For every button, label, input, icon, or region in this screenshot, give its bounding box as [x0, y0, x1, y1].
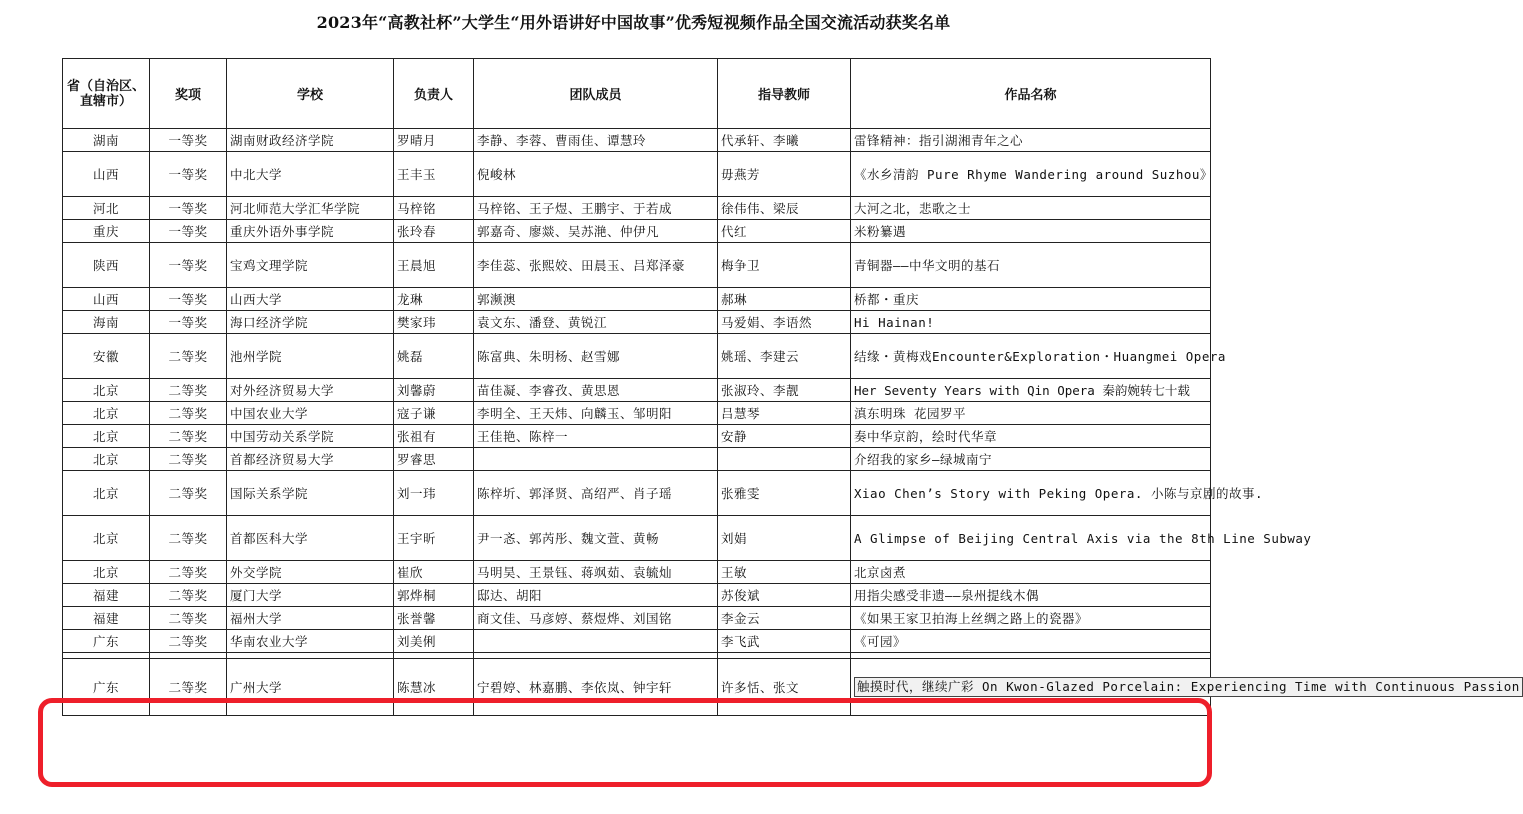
cell-advisor: 许多恬、张文	[718, 659, 851, 716]
cell-province: 山西	[63, 288, 150, 311]
cell-school: 山西大学	[227, 288, 394, 311]
cell-work: Hi Hainan!	[851, 311, 1211, 334]
cell-team: 李明全、王天炜、向麟玉、邹明阳	[474, 402, 718, 425]
page-title: 2023年“高教社杯”大学生“用外语讲好中国故事”优秀短视频作品全国交流活动获奖名单	[316, 13, 951, 32]
cell-school: 中国农业大学	[227, 402, 394, 425]
cell-leader: 寇子谦	[394, 402, 474, 425]
cell-leader: 王晨旭	[394, 243, 474, 288]
highlighted-row	[63, 659, 1211, 716]
cell-advisor: 吕慧琴	[718, 402, 851, 425]
cell-province: 北京	[63, 402, 150, 425]
cell-work: 《可园》	[851, 630, 1211, 653]
cell-leader: 刘馨蔚	[394, 379, 474, 402]
cell-leader: 马梓铭	[394, 197, 474, 220]
cell-province: 北京	[63, 448, 150, 471]
cell-province: 山西	[63, 152, 150, 197]
cell-advisor: 苏俊斌	[718, 584, 851, 607]
cell-leader: 张誉馨	[394, 607, 474, 630]
cell-team: 苗佳凝、李睿孜、黄思恩	[474, 379, 718, 402]
cell-award: 二等奖	[150, 607, 227, 630]
cell-work	[851, 659, 1520, 716]
cell-school: 厦门大学	[227, 584, 394, 607]
cell-award: 一等奖	[150, 129, 227, 152]
cell-leader: 王宇昕	[394, 516, 474, 561]
cell-school: 重庆外语外事学院	[227, 220, 394, 243]
cell-award: 一等奖	[150, 220, 227, 243]
highlighted-work-title: 触摸时代，继续广彩 On Kwon-Glazed Porcelain: Experiencing Time with Continuous Passion	[854, 677, 1523, 697]
cell-school: 湖南财政经济学院	[227, 129, 394, 152]
cell-work: 奏中华京韵，绘时代华章	[851, 425, 1211, 448]
cell-award: 一等奖	[150, 311, 227, 334]
cell-leader: 罗睿思	[394, 448, 474, 471]
table-row	[63, 197, 1211, 220]
table-row	[63, 334, 1211, 379]
cell-leader: 王丰玉	[394, 152, 474, 197]
cell-school: 广州大学	[227, 659, 394, 716]
cell-work: 结缘・黄梅戏Encounter&Exploration・Huangmei Opera	[851, 334, 1211, 379]
cell-leader: 龙琳	[394, 288, 474, 311]
cell-school: 国际关系学院	[227, 471, 394, 516]
cell-advisor: 徐伟伟、梁辰	[718, 197, 851, 220]
cell-award: 二等奖	[150, 448, 227, 471]
cell-school: 海口经济学院	[227, 311, 394, 334]
table-row	[63, 152, 1211, 197]
cell-award: 二等奖	[150, 561, 227, 584]
cell-award: 二等奖	[150, 402, 227, 425]
table-row	[63, 379, 1211, 402]
cell-leader: 刘一玮	[394, 471, 474, 516]
cell-award: 一等奖	[150, 197, 227, 220]
cell-team: 倪峻林	[474, 152, 718, 197]
cell-province: 北京	[63, 425, 150, 448]
cell-work: 《水乡清韵 Pure Rhyme Wandering around Suzhou》	[851, 152, 1211, 197]
header-award: 奖项	[150, 59, 227, 129]
cell-province: 福建	[63, 584, 150, 607]
cell-work: 用指尖感受非遗——泉州提线木偶	[851, 584, 1211, 607]
cell-province: 河北	[63, 197, 150, 220]
cell-work: 桥都・重庆	[851, 288, 1211, 311]
cell-advisor: 李飞武	[718, 630, 851, 653]
cell-school: 外交学院	[227, 561, 394, 584]
header-school: 学校	[227, 59, 394, 129]
cell-team: 商文佳、马彦婷、蔡煜烨、刘国铭	[474, 607, 718, 630]
cell-school: 福州大学	[227, 607, 394, 630]
cell-work: 米粉纂遇	[851, 220, 1211, 243]
cell-leader: 张祖有	[394, 425, 474, 448]
cell-school: 池州学院	[227, 334, 394, 379]
cell-award: 二等奖	[150, 334, 227, 379]
cell-advisor: 郝琳	[718, 288, 851, 311]
table-row	[63, 288, 1211, 311]
cell-work: 北京卤煮	[851, 561, 1211, 584]
table-row	[63, 243, 1211, 288]
cell-province: 北京	[63, 379, 150, 402]
cell-work: Her Seventy Years with Qin Opera 秦韵婉转七十载	[851, 379, 1211, 402]
cell-leader: 樊家玮	[394, 311, 474, 334]
cell-team: 李佳蕊、张熙姣、田晨玉、吕郑泽豪	[474, 243, 718, 288]
cell-team	[474, 448, 718, 471]
cell-leader: 罗晴月	[394, 129, 474, 152]
cell-team	[474, 630, 718, 653]
cell-team: 马梓铭、王子煜、王鹏宇、于若成	[474, 197, 718, 220]
cell-advisor: 王敏	[718, 561, 851, 584]
header-leader: 负责人	[394, 59, 474, 129]
table-row	[63, 220, 1211, 243]
cell-school: 华南农业大学	[227, 630, 394, 653]
cell-team: 陈富典、朱明杨、赵雪娜	[474, 334, 718, 379]
cell-team: 陈梓圻、郭泽贤、高绍严、肖子瑶	[474, 471, 718, 516]
cell-team: 马明昊、王景钰、蒋飒茹、袁毓灿	[474, 561, 718, 584]
cell-province: 湖南	[63, 129, 150, 152]
awards-table	[62, 58, 1520, 716]
cell-award: 一等奖	[150, 288, 227, 311]
table-row	[63, 425, 1211, 448]
cell-team: 郭濒澳	[474, 288, 718, 311]
cell-award: 二等奖	[150, 425, 227, 448]
cell-work: 雷锋精神：指引湖湘青年之心	[851, 129, 1211, 152]
cell-team: 邸达、胡阳	[474, 584, 718, 607]
table-row	[63, 402, 1211, 425]
cell-advisor: 梅争卫	[718, 243, 851, 288]
cell-province: 陕西	[63, 243, 150, 288]
cell-province: 北京	[63, 471, 150, 516]
cell-work: 大河之北，悲歌之士	[851, 197, 1211, 220]
cell-advisor: 张淑玲、李靓	[718, 379, 851, 402]
cell-award: 二等奖	[150, 379, 227, 402]
table-header-row	[63, 59, 1211, 129]
cell-school: 首都经济贸易大学	[227, 448, 394, 471]
table-row	[63, 516, 1211, 561]
header-advisor: 指导教师	[718, 59, 851, 129]
header-work: 作品名称	[851, 59, 1211, 129]
table-row	[63, 561, 1211, 584]
cell-school: 首都医科大学	[227, 516, 394, 561]
cell-team: 宁碧婷、林嘉鹏、李依岚、钟宇轩	[474, 659, 718, 716]
table-row	[63, 471, 1211, 516]
cell-school: 中北大学	[227, 152, 394, 197]
cell-award: 一等奖	[150, 243, 227, 288]
cell-team: 尹一忞、郭芮彤、魏文萱、黄畅	[474, 516, 718, 561]
table-row	[63, 311, 1211, 334]
cell-advisor: 代承轩、李曦	[718, 129, 851, 152]
cell-team: 袁文东、潘登、黄锐江	[474, 311, 718, 334]
table-row	[63, 448, 1211, 471]
cell-province: 安徽	[63, 334, 150, 379]
cell-leader: 陈慧冰	[394, 659, 474, 716]
cell-leader: 崔欣	[394, 561, 474, 584]
cell-leader: 姚磊	[394, 334, 474, 379]
cell-leader: 郭烨桐	[394, 584, 474, 607]
cell-award: 二等奖	[150, 584, 227, 607]
table-row	[63, 129, 1211, 152]
header-team: 团队成员	[474, 59, 718, 129]
cell-award: 二等奖	[150, 471, 227, 516]
cell-school: 宝鸡文理学院	[227, 243, 394, 288]
cell-advisor	[718, 448, 851, 471]
cell-leader: 刘美俐	[394, 630, 474, 653]
table-row	[63, 630, 1211, 653]
cell-province: 北京	[63, 516, 150, 561]
cell-team: 郭嘉奇、廖燚、吴苏滟、仲伊凡	[474, 220, 718, 243]
cell-school: 河北师范大学汇华学院	[227, 197, 394, 220]
table-row	[63, 584, 1211, 607]
cell-leader: 张玲春	[394, 220, 474, 243]
cell-advisor: 安静	[718, 425, 851, 448]
cell-advisor: 张雅雯	[718, 471, 851, 516]
cell-province: 广东	[63, 659, 150, 716]
table-row	[63, 607, 1211, 630]
cell-province: 海南	[63, 311, 150, 334]
cell-advisor: 刘娟	[718, 516, 851, 561]
cell-work: 滇东明珠 花园罗平	[851, 402, 1211, 425]
cell-advisor: 马爱娟、李语然	[718, 311, 851, 334]
cell-work: A Glimpse of Beijing Central Axis via the 8th Line Subway	[851, 516, 1211, 561]
cell-team: 王佳艳、陈梓一	[474, 425, 718, 448]
cell-work: 《如果王家卫拍海上丝绸之路上的瓷器》	[851, 607, 1211, 630]
cell-advisor: 代红	[718, 220, 851, 243]
cell-province: 北京	[63, 561, 150, 584]
cell-award: 二等奖	[150, 630, 227, 653]
cell-advisor: 毋燕芳	[718, 152, 851, 197]
cell-work: Xiao Chen’s Story with Peking Opera. 小陈与京剧的故事.	[851, 471, 1211, 516]
cell-province: 重庆	[63, 220, 150, 243]
cell-work: 介绍我的家乡—绿城南宁	[851, 448, 1211, 471]
cell-award: 一等奖	[150, 152, 227, 197]
cell-province: 福建	[63, 607, 150, 630]
cell-school: 对外经济贸易大学	[227, 379, 394, 402]
header-province: 省（自治区、直辖市）	[63, 59, 150, 129]
cell-work: 青铜器——中华文明的基石	[851, 243, 1211, 288]
cell-award: 二等奖	[150, 659, 227, 716]
cell-award: 二等奖	[150, 516, 227, 561]
cell-school: 中国劳动关系学院	[227, 425, 394, 448]
cell-advisor: 李金云	[718, 607, 851, 630]
cell-advisor: 姚瑶、李建云	[718, 334, 851, 379]
cell-province: 广东	[63, 630, 150, 653]
cell-team: 李静、李蓉、曹雨佳、谭慧玲	[474, 129, 718, 152]
